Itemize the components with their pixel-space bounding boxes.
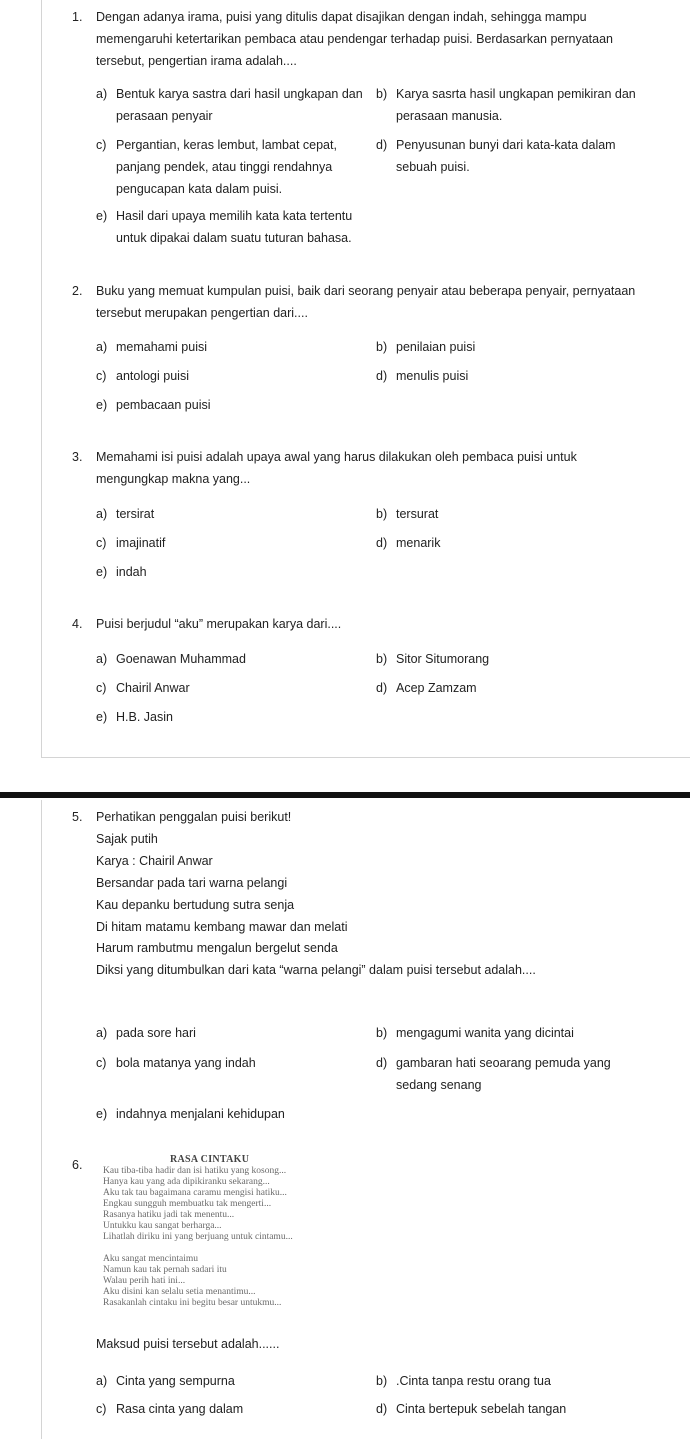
option-text: gambaran hati seoarang pemuda yang xyxy=(396,1056,611,1070)
option-6a[interactable] xyxy=(96,1370,235,1392)
option-4a[interactable] xyxy=(96,648,246,670)
option-label: a) xyxy=(96,1374,108,1388)
option-1d[interactable] xyxy=(376,134,646,178)
option-text: pada sore hari xyxy=(116,1026,196,1040)
option-2b[interactable] xyxy=(376,336,475,358)
option-text: pembacaan puisi xyxy=(116,398,211,412)
option-5a[interactable] xyxy=(96,1022,196,1044)
option-text: Bentuk karya sastra dari hasil ungkapan dan xyxy=(116,87,363,101)
option-label: c) xyxy=(96,369,107,383)
question-number: 5. xyxy=(72,810,83,824)
option-label: e) xyxy=(96,710,108,724)
option-text: Penyusunan bunyi dari kata-kata dalam xyxy=(396,138,616,152)
option-label: d) xyxy=(376,1056,388,1070)
page-divider xyxy=(0,792,690,798)
poem-line: Aku disini kan selalu setia menantimu... xyxy=(103,1287,256,1297)
page-border-left xyxy=(41,0,42,757)
option-text: bola matanya yang indah xyxy=(116,1056,256,1070)
option-label: d) xyxy=(376,681,388,695)
option-5d[interactable] xyxy=(376,1052,646,1096)
poem-line: Harum rambutmu mengalun bergelut senda xyxy=(96,941,338,956)
option-label: b) xyxy=(376,652,388,666)
option-text: perasaan penyair xyxy=(116,109,213,123)
option-1a[interactable] xyxy=(96,83,371,127)
option-label: b) xyxy=(376,1374,388,1388)
question-3 xyxy=(72,446,642,490)
option-label: c) xyxy=(96,681,107,695)
option-text: menarik xyxy=(396,536,441,550)
option-1c[interactable] xyxy=(96,134,371,200)
option-label: c) xyxy=(96,536,107,550)
option-text: indahnya menjalani kehidupan xyxy=(116,1107,285,1121)
option-label: d) xyxy=(376,536,388,550)
option-label: c) xyxy=(96,1402,107,1416)
poem-line: Walau perih hati ini... xyxy=(103,1276,186,1286)
option-label: e) xyxy=(96,1107,108,1121)
question-1 xyxy=(72,6,642,72)
question-line: tersebut merupakan pengertian dari.... xyxy=(96,306,308,320)
option-label: e) xyxy=(96,565,108,579)
poem-line: Bersandar pada tari warna pelangi xyxy=(96,875,288,890)
option-label: e) xyxy=(96,209,108,223)
option-2c[interactable] xyxy=(96,365,189,387)
option-text: memahami puisi xyxy=(116,340,208,354)
option-text: Rasa cinta yang dalam xyxy=(116,1402,244,1416)
page-border-bottom xyxy=(41,757,690,758)
question-line: Maksud puisi tersebut adalah...... xyxy=(96,1337,280,1351)
question-number: 4. xyxy=(72,617,83,631)
question-4 xyxy=(72,613,642,635)
question-text xyxy=(96,446,642,490)
option-text: perasaan manusia. xyxy=(396,109,503,123)
option-6b[interactable] xyxy=(376,1370,551,1392)
option-6d[interactable] xyxy=(376,1398,566,1420)
question-line: Diksi yang ditumbulkan dari kata “warna pelangi” dalam puisi tersebut adalah.... xyxy=(96,963,536,978)
option-label: d) xyxy=(376,369,388,383)
option-1b[interactable] xyxy=(376,83,646,127)
question-number: 3. xyxy=(72,450,83,464)
option-text: Chairil Anwar xyxy=(116,681,190,695)
question-line: Perhatikan penggalan puisi berikut! xyxy=(96,810,292,824)
question-line: Puisi berjudul “aku” merupakan karya dari.... xyxy=(96,617,342,631)
option-text: Goenawan Muhammad xyxy=(116,652,246,666)
question-6-prompt xyxy=(96,1333,279,1355)
poem-line: Sajak putih xyxy=(96,831,158,846)
option-text: .Cinta tanpa restu orang tua xyxy=(396,1374,551,1388)
option-label: a) xyxy=(96,1026,108,1040)
option-label: a) xyxy=(96,340,108,354)
option-label: d) xyxy=(376,138,388,152)
question-number: 1. xyxy=(72,10,83,24)
option-4c[interactable] xyxy=(96,677,190,699)
question-line: Memahami isi puisi adalah upaya awal yang harus dilakukan oleh pembaca puisi untuk xyxy=(96,450,577,464)
option-text: Karya sasrta hasil ungkapan pemikiran dan xyxy=(396,87,636,101)
poem-line: Untukku kau sangat berharga... xyxy=(103,1221,222,1231)
option-3e[interactable] xyxy=(96,561,147,583)
option-text: sedang senang xyxy=(396,1078,482,1092)
question-2 xyxy=(72,280,642,324)
question-text xyxy=(96,613,642,635)
poem-line: Aku sangat mencintaimu xyxy=(103,1254,198,1264)
question-text xyxy=(96,280,642,324)
option-text: sebuah puisi. xyxy=(396,160,470,174)
option-2a[interactable] xyxy=(96,336,207,358)
question-line: mengungkap makna yang... xyxy=(96,472,251,486)
option-label: a) xyxy=(96,87,108,101)
option-text: Hasil dari upaya memilih kata kata tertentu xyxy=(116,209,353,223)
poem-title: RASA CINTAKU xyxy=(170,1154,250,1165)
poem-line: Rasakanlah cintaku ini begitu besar untukmu... xyxy=(103,1298,282,1308)
poem-line: Lihatlah diriku ini yang berjuang untuk cintamu... xyxy=(103,1232,293,1242)
option-text: panjang pendek, atau tinggi rendahnya xyxy=(116,160,333,174)
option-4d[interactable] xyxy=(376,677,477,699)
option-5c[interactable] xyxy=(96,1052,256,1074)
option-label: b) xyxy=(376,1026,388,1040)
option-text: mengagumi wanita yang dicintai xyxy=(396,1026,574,1040)
question-number: 2. xyxy=(72,284,83,298)
option-text: Cinta yang sempurna xyxy=(116,1374,235,1388)
option-text: H.B. Jasin xyxy=(116,710,173,724)
option-3a[interactable] xyxy=(96,503,154,525)
option-1e[interactable] xyxy=(96,205,371,249)
option-label: d) xyxy=(376,1402,388,1416)
poem-line: Rasanya hatiku jadi tak menentu... xyxy=(103,1210,235,1220)
option-label: a) xyxy=(96,652,108,666)
option-4e[interactable] xyxy=(96,706,173,728)
option-3b[interactable] xyxy=(376,503,438,525)
option-label: b) xyxy=(376,87,388,101)
option-text: tersurat xyxy=(396,507,439,521)
option-text: untuk dipakai dalam suatu tuturan bahasa. xyxy=(116,231,352,245)
option-text: indah xyxy=(116,565,147,579)
option-text: tersirat xyxy=(116,507,155,521)
option-label: e) xyxy=(96,398,108,412)
option-label: b) xyxy=(376,340,388,354)
option-label: a) xyxy=(96,507,108,521)
poem-line: Namun kau tak pernah sadari itu xyxy=(103,1265,227,1275)
page-border-left-2 xyxy=(41,800,42,1439)
poem-line: Aku tak tau bagaimana caramu mengisi hatiku... xyxy=(103,1188,287,1198)
poem-line: Engkau sungguh membuatku tak mengerti... xyxy=(103,1199,272,1209)
option-label: c) xyxy=(96,1056,107,1070)
question-5 xyxy=(72,807,642,982)
option-text: Acep Zamzam xyxy=(396,681,477,695)
option-3d[interactable] xyxy=(376,532,440,554)
option-text: penilaian puisi xyxy=(396,340,476,354)
poem-line: Di hitam matamu kembang mawar dan melati xyxy=(96,919,348,934)
poem-line: Hanya kau yang ada dipikiranku sekarang... xyxy=(103,1177,270,1187)
option-5b[interactable] xyxy=(376,1022,574,1044)
option-text: menulis puisi xyxy=(396,369,469,383)
option-2d[interactable] xyxy=(376,365,468,387)
option-label: b) xyxy=(376,507,388,521)
question-line: Dengan adanya irama, puisi yang ditulis dapat disajikan dengan indah, sehingga mampu xyxy=(96,10,587,24)
option-5e[interactable] xyxy=(96,1103,285,1125)
question-text xyxy=(96,6,642,72)
poem-line: Kau tiba-tiba hadir dan isi hatiku yang kosong... xyxy=(103,1166,287,1176)
option-text: pengucapan kata dalam puisi. xyxy=(116,182,283,196)
question-line: tersebut, pengertian irama adalah.... xyxy=(96,54,297,68)
question-line: memengaruhi ketertarikan pembaca atau pendengar terhadap puisi. Berdasarkan pernyataan xyxy=(96,32,613,46)
option-6c[interactable] xyxy=(96,1398,243,1420)
option-text: imajinatif xyxy=(116,536,166,550)
option-text: Cinta bertepuk sebelah tangan xyxy=(396,1402,567,1416)
option-text: Sitor Situmorang xyxy=(396,652,490,666)
question-line: Buku yang memuat kumpulan puisi, baik dari seorang penyair atau beberapa penyair, pernyataan xyxy=(96,284,636,298)
question-number: 6. xyxy=(72,1158,83,1172)
option-4b[interactable] xyxy=(376,648,489,670)
option-text: Pergantian, keras lembut, lambat cepat, xyxy=(116,138,337,152)
poem-line: Kau depanku bertudung sutra senja xyxy=(96,897,295,912)
option-3c[interactable] xyxy=(96,532,165,554)
option-text: antologi puisi xyxy=(116,369,189,383)
poem-author: Karya : Chairil Anwar xyxy=(96,853,213,868)
question-text xyxy=(96,807,642,982)
option-2e[interactable] xyxy=(96,394,211,416)
option-label: c) xyxy=(96,138,107,152)
